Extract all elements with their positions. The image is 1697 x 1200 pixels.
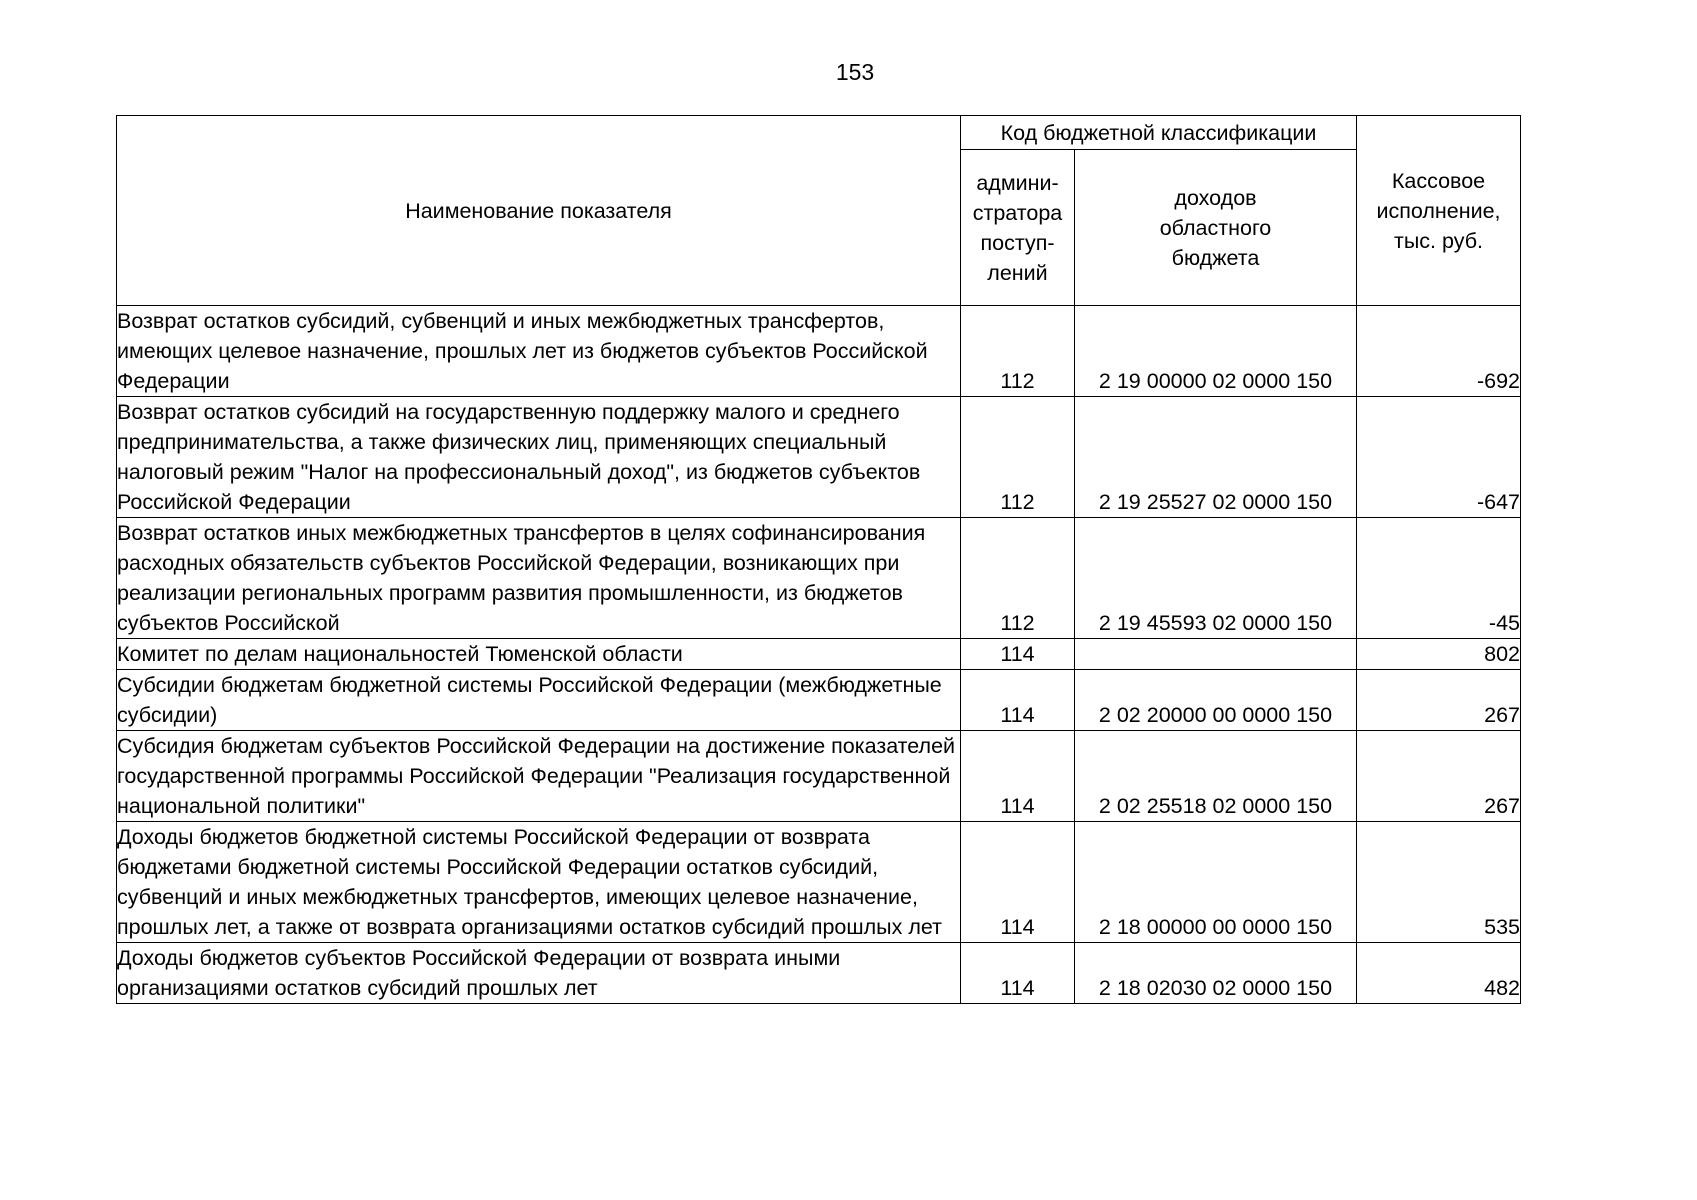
row-indicator-name — [117, 518, 961, 639]
row-admin-code: 112 — [961, 518, 1075, 639]
budget-classification-table — [116, 115, 1521, 1004]
row-indicator-name: Субсидии бюджетам бюджетной системы Российской Федерации (межбюджетные субсидии) — [117, 670, 961, 731]
row-indicator-name: Доходы бюджетов бюджетной системы Российской Федерации от возврата бюджетами бюджетной системы Российской Федерации остатков субсидий, субвенций и иных межбюджетных трансфертов, имеющих целевое назначение, прошлых лет, а также от возврата организациями остатков субсидий прошлых лет — [117, 822, 961, 943]
row-amount: -45 — [1357, 518, 1521, 639]
table-row — [117, 518, 1521, 639]
row-amount: -692 — [1357, 306, 1521, 397]
header-revenue-administrator-text: админи- стратора поступ- лений — [972, 170, 1063, 285]
table-body — [117, 306, 1521, 1004]
table-row — [117, 639, 1521, 670]
row-indicator-name: Субсидия бюджетам субъектов Российской Федерации на достижение показателей государственной программы Российской Федерации "Реализация государственной национальной политики" — [117, 731, 961, 822]
header-revenue-administrator — [961, 150, 1075, 306]
row-admin-code: 114 — [961, 822, 1075, 943]
header-regional-revenue — [1075, 150, 1357, 306]
table-row — [117, 397, 1521, 518]
row-amount: 535 — [1357, 822, 1521, 943]
table-row — [117, 731, 1521, 822]
row-amount: 802 — [1357, 639, 1521, 670]
header-indicator-name: Наименование показателя — [117, 116, 961, 306]
row-indicator-name: Доходы бюджетов субъектов Российской Федерации от возврата иными организациями остатков субсидий прошлых лет — [117, 943, 961, 1004]
row-admin-code: 114 — [961, 943, 1075, 1004]
table-row — [117, 306, 1521, 397]
row-budget-code: 2 19 25527 02 0000 150 — [1075, 397, 1357, 518]
header-classification-code: Код бюджетной классификации — [961, 116, 1357, 150]
row-budget-code: 2 19 00000 02 0000 150 — [1075, 306, 1357, 397]
row-budget-code: 2 02 25518 02 0000 150 — [1075, 731, 1357, 822]
table-header — [117, 116, 1521, 306]
row-admin-code: 112 — [961, 306, 1075, 397]
row-indicator-name: Комитет по делам национальностей Тюменской области — [117, 639, 961, 670]
row-budget-code: 2 18 02030 02 0000 150 — [1075, 943, 1357, 1004]
header-cash-execution — [1357, 116, 1521, 306]
row-budget-code: 2 18 00000 00 0000 150 — [1075, 822, 1357, 943]
row-amount: 482 — [1357, 943, 1521, 1004]
row-amount: -647 — [1357, 397, 1521, 518]
table-row — [117, 943, 1521, 1004]
row-budget-code: 2 19 45593 02 0000 150 — [1075, 518, 1357, 639]
header-regional-revenue-text: доходов областного бюджета — [1159, 185, 1272, 270]
row-budget-code — [1075, 639, 1357, 670]
row-admin-code: 114 — [961, 670, 1075, 731]
row-admin-code: 114 — [961, 639, 1075, 670]
row-amount: 267 — [1357, 731, 1521, 822]
row-indicator-name: Возврат остатков субсидий, субвенций и иных межбюджетных трансфертов, имеющих целевое назначение, прошлых лет из бюджетов субъектов Российской Федерации — [117, 306, 961, 397]
row-admin-code: 112 — [961, 397, 1075, 518]
row-indicator-name-text: Возврат остатков иных межбюджетных трансфертов в целях софинансирования расходных обязательств субъектов Российской Федерации, возникающих при реализации региональных программ развития промышленности, из бюджетов субъектов Российской — [117, 521, 926, 635]
row-admin-code: 114 — [961, 731, 1075, 822]
table-row — [117, 822, 1521, 943]
header-cash-execution-text: Кассовое исполнение, тыс. руб. — [1376, 168, 1501, 253]
table-row — [117, 670, 1521, 731]
row-budget-code: 2 02 20000 00 0000 150 — [1075, 670, 1357, 731]
row-amount: 267 — [1357, 670, 1521, 731]
row-indicator-name: Возврат остатков субсидий на государственную поддержку малого и среднего предпринимательства, а также физических лиц, применяющих специальный налоговый режим "Налог на профессиональный доход", из бюджетов субъектов Российской Федерации — [117, 397, 961, 518]
page-number: 153 — [835, 59, 875, 85]
